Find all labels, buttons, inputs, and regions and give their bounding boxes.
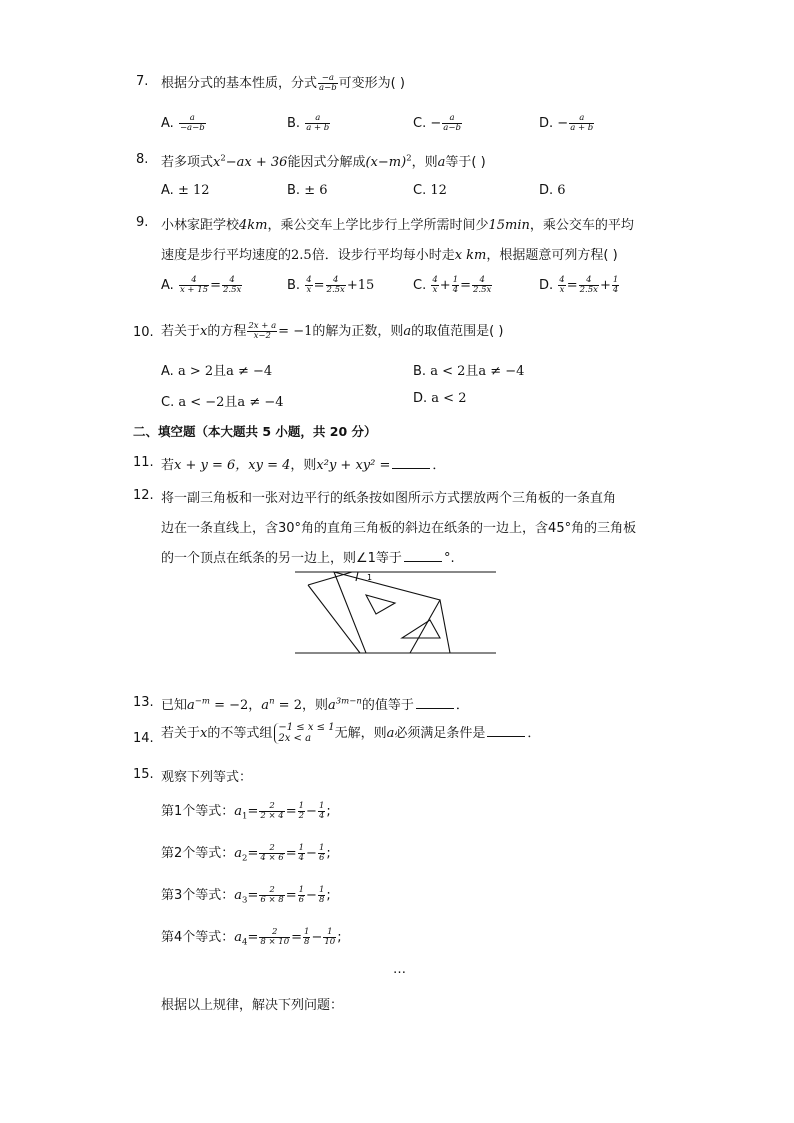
frac-3 <box>323 928 336 947</box>
q7-option-b[interactable] <box>287 114 331 133</box>
q11-cond: x + y = 6，xy = 4 <box>174 458 291 473</box>
frac-num: a <box>569 114 594 124</box>
q15-equation-3: 第3个等式：$a_3=$ $\frac{2}{6 \times 8}$ = $\frac{1}{6}$ − $\frac{1}{8}$ ; <box>161 885 331 906</box>
frac-2 <box>303 928 310 947</box>
q9-number: 9. <box>136 215 149 230</box>
q11-answer-blank[interactable] <box>392 458 430 469</box>
q14-stem-c: 无解，则 <box>334 726 387 741</box>
frac-1 <box>259 928 290 947</box>
option-prefix: − <box>430 115 442 131</box>
q13-c1: a <box>187 698 195 713</box>
equation-sub: 3 <box>242 895 248 906</box>
frac-num: 1 <box>323 928 336 938</box>
option-fraction <box>179 114 206 133</box>
frac-den: 6 <box>318 853 325 863</box>
q12-line1: 将一副三角板和一张对边平行的纸条按如图所示方式摆放两个三角板的一条直角 <box>161 491 617 506</box>
q10-option-a[interactable] <box>161 360 272 379</box>
q14-stem-b: 的不等式组 <box>207 726 273 741</box>
q8-poly-b: −ax + 36 <box>225 155 288 170</box>
frac-den: 6 × 8 <box>260 895 284 905</box>
frac-num: 1 <box>298 801 305 812</box>
frac-1 <box>259 802 284 821</box>
q9-line1-c: ，乘公交车的平均 <box>529 218 634 233</box>
frac-den: 2 <box>298 811 305 821</box>
q14-end: ． <box>527 726 541 741</box>
q14-stem-a: 若关于 <box>161 726 201 741</box>
q12-line3 <box>161 547 455 566</box>
q7-fraction <box>318 74 338 93</box>
q8-option-d[interactable] <box>539 183 566 198</box>
triangle-30-inner <box>366 595 395 614</box>
q10-stem-b: 的方程 <box>207 324 247 339</box>
option-fraction <box>305 114 330 133</box>
q10-var: x <box>200 324 208 339</box>
option-label: D. <box>539 115 554 131</box>
frac-den: x <box>432 284 438 295</box>
triangle-figure <box>290 565 500 660</box>
q10-var2: a <box>403 324 412 339</box>
q8-option-b[interactable] <box>287 183 328 198</box>
option-label: D. <box>539 277 554 293</box>
q11-end: ． <box>432 458 446 473</box>
q13-c2: a <box>261 698 270 713</box>
q14-system <box>274 723 334 744</box>
equation-label: 第1个等式： <box>161 804 235 819</box>
q10-fraction <box>247 322 277 341</box>
q13-c3: a <box>328 698 336 713</box>
frac-num: 1 <box>452 275 459 285</box>
q8-stem <box>161 151 486 170</box>
equation-label: 第4个等式： <box>161 930 235 945</box>
q11-stem-a: 若 <box>161 458 175 473</box>
frac-den: 8 <box>304 937 310 947</box>
frac-den: 8 × 10 <box>260 937 290 947</box>
frac-num: 1 <box>318 843 325 854</box>
option-label: A. <box>161 183 174 198</box>
q15-number: 15. <box>133 767 154 782</box>
option-label: A. <box>161 115 174 131</box>
q9-ratio: 2.5 <box>291 248 312 263</box>
option-label: C. <box>413 183 427 198</box>
frac-num: a <box>179 114 206 124</box>
operator: + <box>599 277 611 293</box>
q9-option-c[interactable] <box>413 276 493 295</box>
operator: + <box>439 277 451 293</box>
q13-stem-c: 的值等于 <box>361 698 414 713</box>
option-label: A. <box>161 277 174 293</box>
q8-factor: (x−m) <box>365 155 407 170</box>
q13-c2-exp: n <box>269 696 275 707</box>
frac-den: x + 15 <box>179 284 209 295</box>
operator: = <box>313 277 325 293</box>
frac-1 <box>259 844 284 863</box>
q9-speed: x km <box>454 248 487 263</box>
triangle-45-inner <box>402 620 440 638</box>
q9-time: 15min <box>488 218 530 233</box>
q11-number: 11. <box>133 455 154 470</box>
q15-equation-1: 第1个等式：$a_1=$ $\frac{2}{2 \times 4}$ = $\frac{1}{2}$ − $\frac{1}{4}$ ; <box>161 801 331 822</box>
q15-equation-2: 第2个等式：$a_2=$ $\frac{2}{4 \times 6}$ = $\frac{1}{4}$ − $\frac{1}{6}$ ; <box>161 843 331 864</box>
option-label: B. <box>413 364 427 379</box>
frac-3 <box>612 276 619 295</box>
q11-stem-b: ，则 <box>290 458 317 473</box>
option-label: B. <box>287 277 301 293</box>
equation-sub: 4 <box>242 937 248 948</box>
frac-den: 4 <box>318 811 325 821</box>
frac-num: 4 <box>472 276 492 286</box>
q13-stem <box>161 694 469 713</box>
frac-den: 2.5x <box>326 284 345 295</box>
q10-stem <box>161 320 503 341</box>
q15-ellipsis: … <box>393 962 406 977</box>
q7-frac-den: a−b <box>319 83 337 93</box>
frac-1 <box>558 276 565 295</box>
option-label: B. <box>287 115 301 131</box>
frac-num: 4 <box>326 276 346 286</box>
q8-option-a[interactable] <box>161 183 210 198</box>
frac-den: 2 × 4 <box>260 811 284 821</box>
triangle-45-side <box>440 600 450 653</box>
q14-number: 14. <box>133 731 154 746</box>
q7-frac-num: −a <box>318 74 338 84</box>
q8-stem-b: 能因式分解成 <box>287 155 366 170</box>
frac-den: 4 <box>298 853 305 863</box>
angle-label: 1 <box>367 573 373 582</box>
q8-factor-exp: 2 <box>406 153 412 164</box>
frac-2 <box>222 276 242 295</box>
option-label: D. <box>539 183 554 198</box>
frac-num: 1 <box>304 927 310 938</box>
q9-dist: 4km <box>239 218 268 233</box>
q13-number: 13. <box>133 695 154 710</box>
frac-den: a + b <box>306 122 330 133</box>
operator: = <box>210 277 221 293</box>
q13-c3-exp: 3m−n <box>335 696 362 707</box>
frac-1 <box>179 276 209 295</box>
frac-den: 2.5x <box>473 284 492 295</box>
q9-line1 <box>161 214 634 233</box>
q15-equation-4: 第4个等式：$a_4=$ $\frac{2}{8 \times 10}$ = $\frac{1}{8}$ − $\frac{1}{10}$ ; <box>161 927 342 948</box>
q7-number: 7. <box>136 74 149 89</box>
option-text: 12 <box>430 183 447 198</box>
q9-line2-c: ，根据题意可列方程( ) <box>486 248 618 263</box>
frac-num: 4 <box>179 276 209 286</box>
frac-num: 4 <box>432 275 438 285</box>
option-text: a > 2且a ≠ −4 <box>177 364 273 379</box>
q9-line2-b: 倍．设步行平均每小时走 <box>311 248 455 263</box>
q8-exp: 2 <box>220 153 226 164</box>
frac-num: 4 <box>559 275 565 285</box>
option-label: A. <box>161 364 174 379</box>
frac-1 <box>305 276 312 295</box>
q14-stem <box>161 722 540 744</box>
frac-den: a−b <box>443 122 461 133</box>
option-text: ± 12 <box>177 183 210 198</box>
frac-num: 1 <box>318 885 325 896</box>
equation-label: 第2个等式： <box>161 846 235 861</box>
operator: = <box>566 277 578 293</box>
frac-den: 4 <box>612 284 619 295</box>
angle-mark <box>356 572 358 581</box>
q13-end: ． <box>455 698 469 713</box>
frac-num: 2x + a <box>248 321 277 332</box>
frac-num: a <box>305 114 330 124</box>
frac-den: x <box>306 284 312 295</box>
q14-answer-blank[interactable] <box>487 726 525 737</box>
q15-stem: 观察下列等式： <box>161 770 253 785</box>
option-text: 6 <box>557 183 566 198</box>
triangle-30-outer <box>334 572 440 653</box>
frac-den: 4 <box>452 284 459 295</box>
q10-option-d[interactable] <box>413 391 466 406</box>
frac-den: x−2 <box>253 331 271 341</box>
q8-option-c[interactable] <box>413 183 447 198</box>
q14-ineq1: −1 ≤ x ≤ 1 <box>278 722 335 733</box>
frac-num: 2 <box>259 928 290 938</box>
q7-option-d[interactable] <box>539 114 595 133</box>
q9-option-a[interactable] <box>161 276 243 295</box>
q8-var: a <box>437 155 446 170</box>
operator: = <box>460 277 472 293</box>
frac-num: 1 <box>298 885 305 896</box>
frac-den: a + b <box>570 122 594 133</box>
tail: +15 <box>346 277 375 293</box>
q9-option-d[interactable] <box>539 276 620 295</box>
q13-stem-a: 已知 <box>161 698 188 713</box>
q8-stem-d: 等于( ) <box>445 155 486 170</box>
q14-var2: a <box>386 726 395 741</box>
frac-num: 2 <box>259 844 284 854</box>
q7-stem-b: 可变形为( ) <box>338 76 405 91</box>
frac-1 <box>431 276 438 295</box>
q10-stem-c: 的解为正数，则 <box>312 324 404 339</box>
q13-stem-b: ，则 <box>301 698 328 713</box>
frac-den: −a−b <box>179 122 205 133</box>
q8-stem-c: ，则 <box>411 155 438 170</box>
frac-den: 2.5x <box>579 284 598 295</box>
option-prefix: − <box>557 115 569 131</box>
frac-num: 1 <box>318 801 325 812</box>
q10-stem-d: 的取值范围是( ) <box>411 324 504 339</box>
option-label: C. <box>413 115 427 131</box>
q10-option-c[interactable] <box>161 391 284 410</box>
q11-stem <box>161 454 445 473</box>
frac-2 <box>452 276 459 295</box>
frac-num: 4 <box>579 276 599 286</box>
frac-3 <box>318 802 325 821</box>
q12-line3-b: °. <box>443 551 455 566</box>
q8-poly: x <box>213 155 221 170</box>
frac-num: a <box>442 114 462 124</box>
q7-option-a[interactable] <box>161 114 207 133</box>
option-fraction <box>569 114 594 133</box>
frac-den: 6 <box>298 895 305 905</box>
frac-num: 2 <box>259 886 284 896</box>
q12-line2: 边在一条直线上，含30°角的直角三角板的斜边在纸条的一边上，含45°角的三角板 <box>161 521 637 536</box>
option-fraction <box>442 114 462 133</box>
q13-answer-blank[interactable] <box>416 698 454 709</box>
q7-stem <box>161 72 405 93</box>
q14-var: x <box>200 726 208 741</box>
q11-expr: x²y + xy² = <box>316 458 391 473</box>
frac-den: 8 <box>318 895 325 905</box>
q14-stem-d: 必须满足条件是 <box>394 726 486 741</box>
frac-num: 1 <box>298 843 305 854</box>
q9-line1-a: 小林家距学校 <box>161 218 240 233</box>
option-label: D. <box>413 391 428 406</box>
q10-number: 10. <box>133 325 154 340</box>
q12-line3-a: 的一个顶点在纸条的另一边上，则∠1等于 <box>161 551 402 566</box>
section-heading: 二、填空题（本大题共 5 小题，共 20 分） <box>133 424 377 439</box>
q14-ineq2: 2x < a <box>278 732 312 744</box>
frac-den: 10 <box>324 937 336 947</box>
equation-sub: 1 <box>242 811 248 822</box>
triangle-45-edge <box>308 572 360 653</box>
frac-num: 4 <box>306 275 312 285</box>
frac-num: 4 <box>222 276 242 286</box>
frac-2 <box>298 886 305 905</box>
q10-stem-a: 若关于 <box>161 324 201 339</box>
frac-3 <box>472 276 492 295</box>
option-label: B. <box>287 183 301 198</box>
frac-2 <box>298 802 305 821</box>
q9-line2 <box>161 244 618 263</box>
q8-number: 8. <box>136 152 149 167</box>
frac-num: 2 <box>259 802 284 812</box>
q10-option-b[interactable] <box>413 360 524 379</box>
q10-rhs: = −1 <box>278 324 313 339</box>
q9-line2-a: 速度是步行平均速度的 <box>161 248 292 263</box>
frac-2 <box>326 276 346 295</box>
equation-sub: 2 <box>242 853 248 864</box>
frac-3 <box>318 844 325 863</box>
option-text: a < 2 <box>431 391 467 406</box>
q13-c1-val: = −2， <box>209 698 262 713</box>
equation-label: 第3个等式： <box>161 888 235 903</box>
frac-3 <box>318 886 325 905</box>
q7-option-c[interactable] <box>413 114 463 133</box>
q13-c2-val: = 2 <box>274 698 302 713</box>
q12-answer-blank[interactable] <box>404 551 442 562</box>
q8-stem-a: 若多项式 <box>161 155 214 170</box>
option-text: a < 2且a ≠ −4 <box>430 364 525 379</box>
q7-stem-a: 根据分式的基本性质，分式 <box>161 76 318 91</box>
q15-tail: 根据以上规律，解决下列问题： <box>161 998 344 1013</box>
frac-den: 2.5x <box>222 284 242 295</box>
option-label: C. <box>413 277 427 293</box>
frac-1 <box>259 886 284 905</box>
option-label: C. <box>161 395 175 410</box>
q9-option-b[interactable] <box>287 276 374 295</box>
frac-den: 4 × 6 <box>260 853 284 863</box>
option-text: a < −2且a ≠ −4 <box>178 395 284 410</box>
q9-line1-b: ，乘公交车上学比步行上学所需时间少 <box>267 218 489 233</box>
frac-2 <box>579 276 599 295</box>
option-text: ± 6 <box>304 183 328 198</box>
q13-c1-exp: −m <box>194 696 210 707</box>
q12-number: 12. <box>133 488 154 503</box>
frac-num: 1 <box>612 275 619 285</box>
frac-2 <box>298 844 305 863</box>
frac-den: x <box>559 284 565 295</box>
